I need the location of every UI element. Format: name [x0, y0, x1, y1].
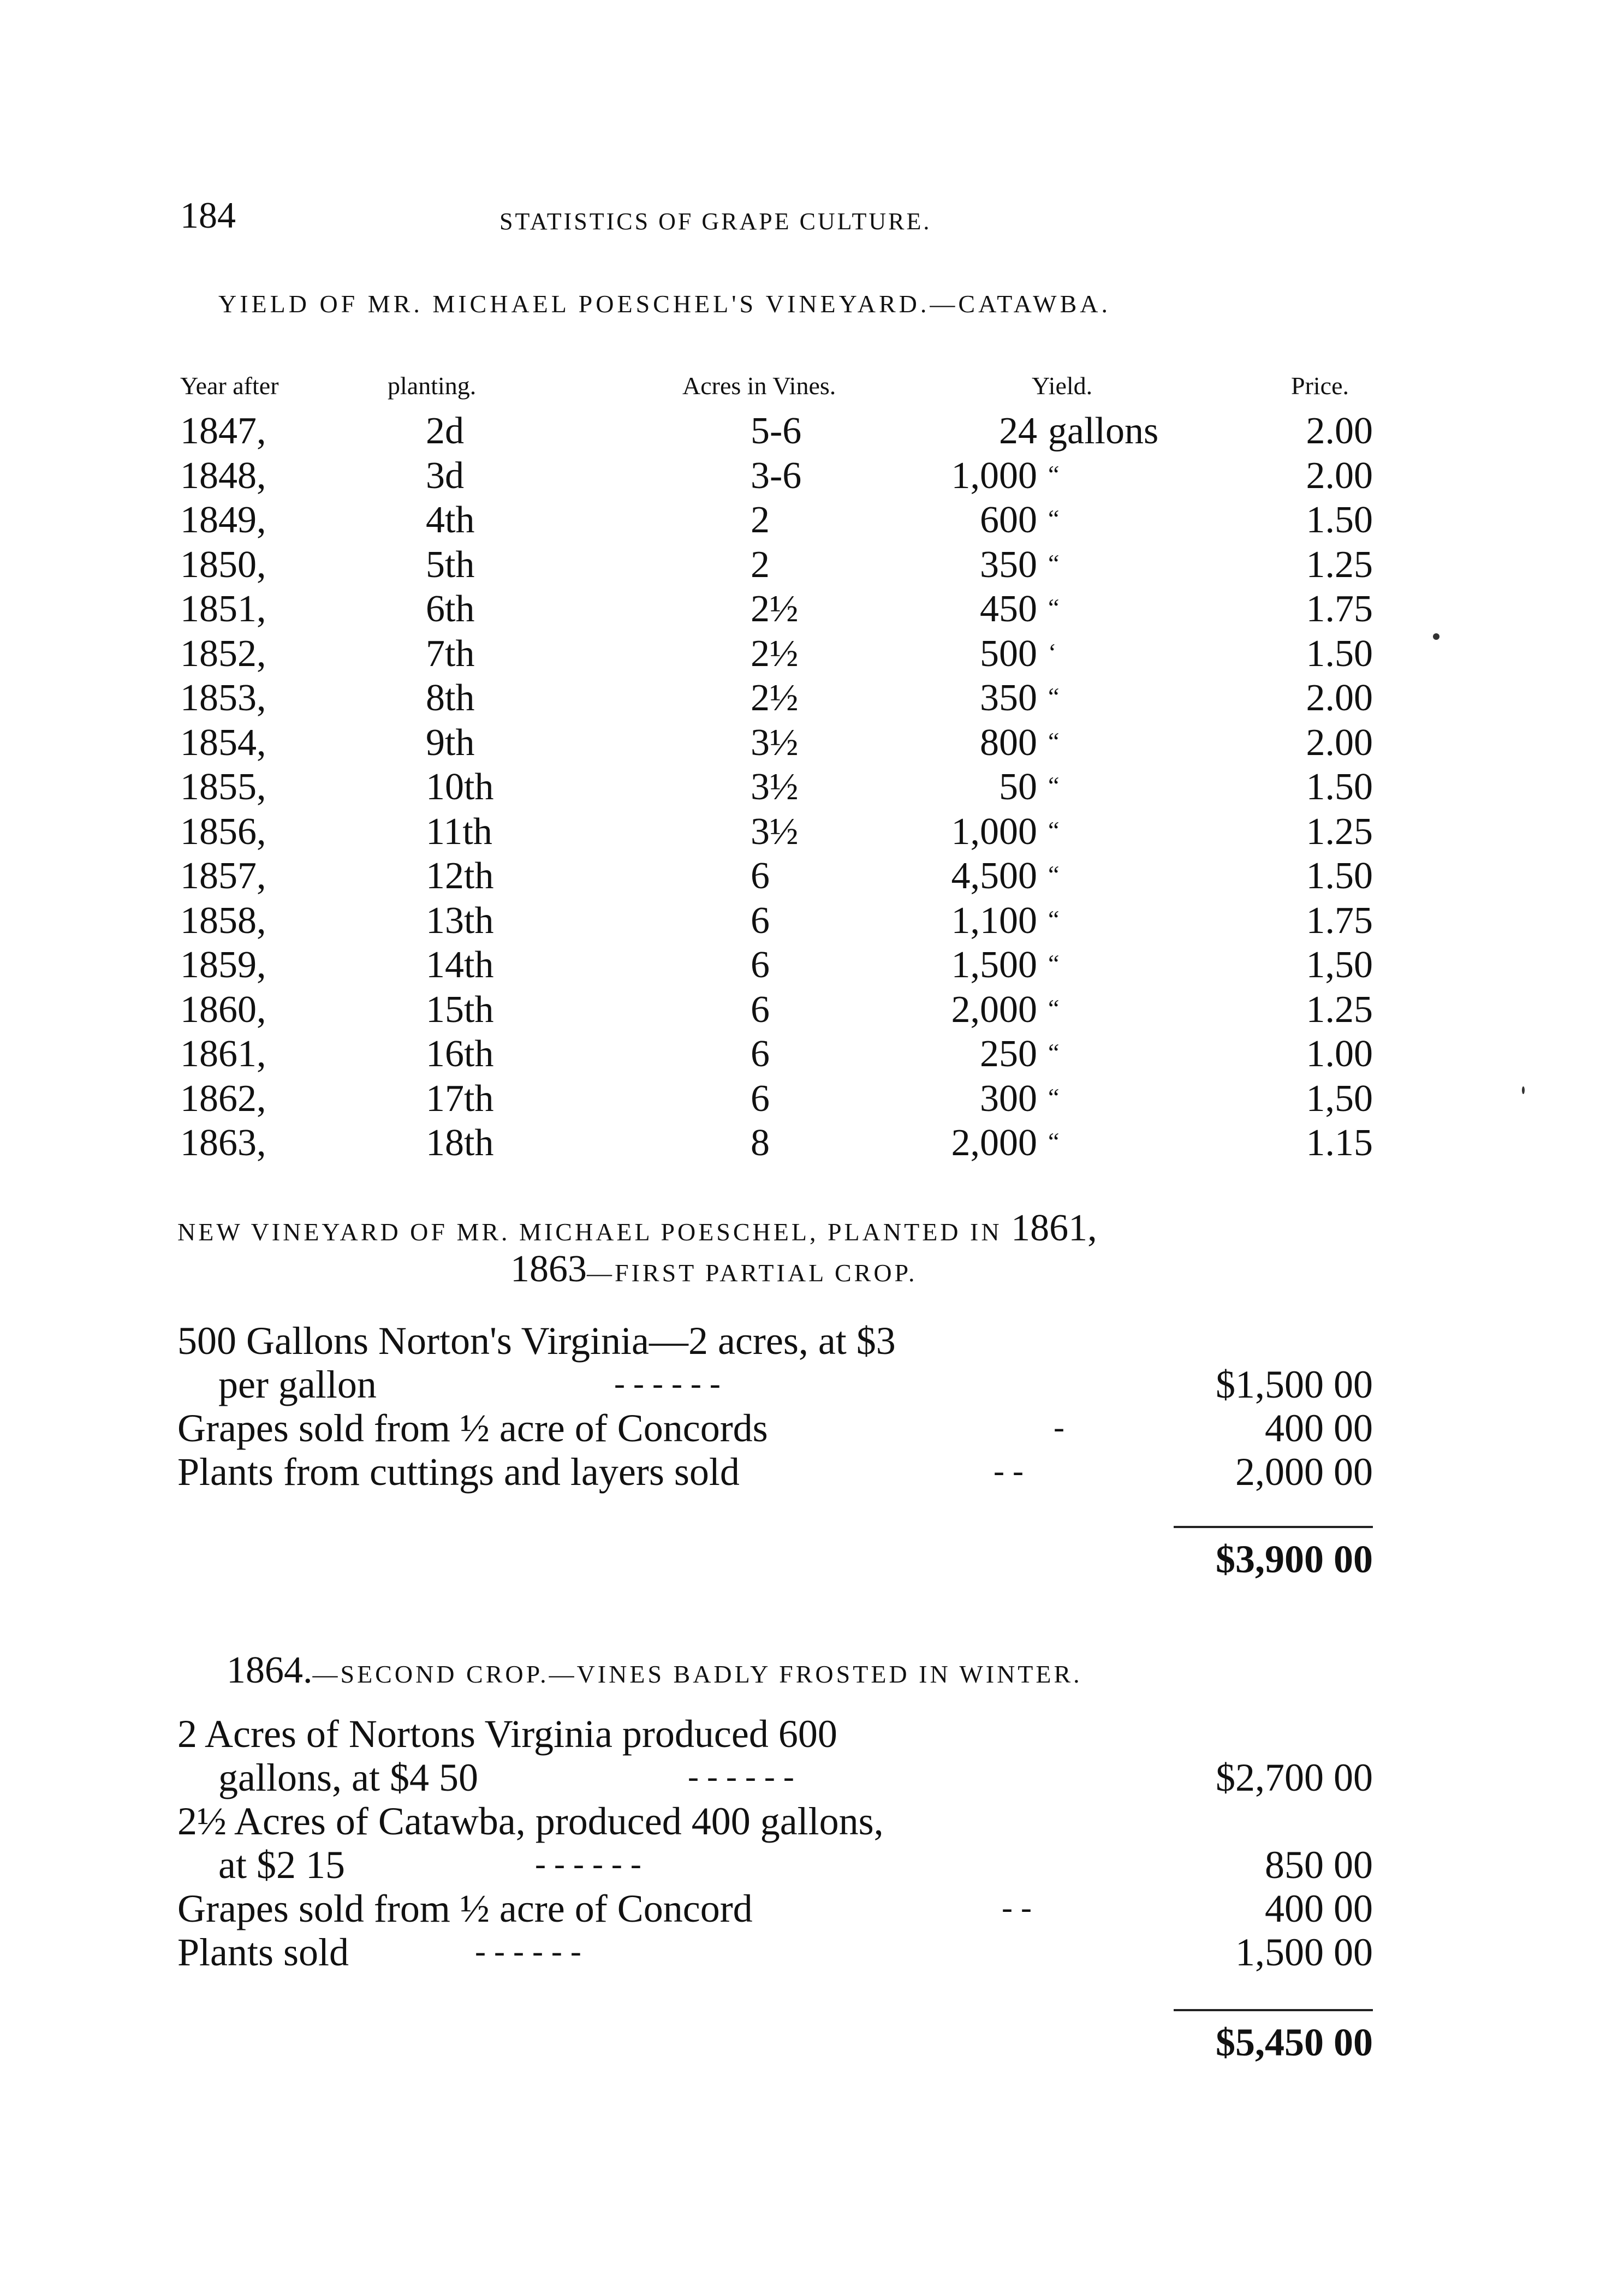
s2-total: $3,900 00 — [1216, 1537, 1373, 1581]
s3-item2-line2: at $2 15 — [218, 1843, 345, 1887]
row-acres: 2½ — [751, 677, 799, 719]
row-unit: “ — [1048, 1083, 1060, 1111]
row-acres: 3-6 — [751, 454, 802, 497]
row-price: 2.00 — [1306, 410, 1373, 452]
table-row — [0, 1121, 1624, 1165]
row-price: 2.00 — [1306, 677, 1373, 719]
row-yield: 300 — [980, 1077, 1037, 1120]
s2-item1-leader: - - - - - - — [614, 1365, 721, 1401]
row-yield: 450 — [980, 588, 1037, 630]
row-acres: 8 — [751, 1122, 770, 1164]
row-yield: 24 — [999, 410, 1037, 452]
table-row — [0, 676, 1624, 720]
row-price: 1.50 — [1306, 855, 1373, 897]
s3-total-rule — [1174, 2009, 1373, 2011]
row-acres: 3½ — [751, 810, 799, 853]
row-unit: “ — [1048, 994, 1060, 1022]
section2-subheading-text: —FIRST PARTIAL CROP. — [587, 1259, 918, 1287]
row-year: 1848, — [180, 454, 266, 497]
row-price: 1.15 — [1306, 1122, 1373, 1164]
row-year: 1854, — [180, 721, 266, 764]
s3-total: $5,450 00 — [1216, 2021, 1373, 2064]
row-planting: 11th — [426, 810, 492, 853]
row-acres: 6 — [751, 944, 770, 986]
row-planting: 8th — [426, 677, 475, 719]
row-unit: “ — [1048, 949, 1060, 977]
s2-item2-line: Grapes sold from ½ acre of Concords — [177, 1406, 768, 1450]
s3-item3-leader: - - — [1002, 1889, 1032, 1926]
row-year: 1852, — [180, 632, 266, 675]
col-head-planting: planting. — [388, 372, 477, 400]
s2-item3-amount: 2,000 00 — [1235, 1450, 1373, 1494]
row-yield: 2,000 — [951, 988, 1037, 1031]
row-acres: 3½ — [751, 721, 799, 764]
row-yield: 800 — [980, 721, 1037, 764]
table-row — [0, 854, 1624, 898]
table-row — [0, 765, 1624, 809]
row-year: 1862, — [180, 1077, 266, 1120]
row-price: 1.75 — [1306, 588, 1373, 630]
row-year: 1860, — [180, 988, 266, 1031]
row-acres: 2 — [751, 543, 770, 586]
table-row — [0, 632, 1624, 676]
row-planting: 17th — [426, 1077, 494, 1120]
row-yield: 250 — [980, 1033, 1037, 1075]
section2-heading — [177, 1207, 1097, 1250]
s3-item2-amount: 850 00 — [1265, 1843, 1373, 1887]
table-row — [0, 454, 1624, 498]
row-price: 1.25 — [1306, 543, 1373, 586]
row-unit: “ — [1048, 816, 1060, 844]
row-year: 1856, — [180, 810, 266, 853]
row-acres: 2½ — [751, 632, 799, 675]
row-year: 1858, — [180, 899, 266, 942]
col-head-acres: Acres in Vines. — [682, 372, 836, 400]
row-year: 1847, — [180, 410, 266, 452]
table-row — [0, 587, 1624, 631]
s3-item3-amount: 400 00 — [1265, 1887, 1373, 1930]
row-unit: “ — [1048, 1038, 1060, 1066]
row-acres: 3½ — [751, 766, 799, 808]
s3-item4-amount: 1,500 00 — [1235, 1930, 1373, 1974]
s2-item2-amount: 400 00 — [1265, 1406, 1373, 1450]
ink-speck — [1522, 1086, 1525, 1094]
s2-item3-leader: - - — [994, 1453, 1024, 1489]
row-planting: 14th — [426, 944, 494, 986]
ink-speck — [1433, 633, 1439, 640]
s3-item4-line: Plants sold — [177, 1930, 349, 1974]
row-unit: “ — [1048, 460, 1060, 488]
row-unit: “ — [1048, 727, 1060, 755]
row-unit: gallons — [1048, 410, 1159, 452]
s2-item1-line2: per gallon — [218, 1363, 377, 1406]
table-row — [0, 409, 1624, 453]
row-yield: 500 — [980, 632, 1037, 675]
row-acres: 6 — [751, 855, 770, 897]
row-year: 1850, — [180, 543, 266, 586]
row-planting: 9th — [426, 721, 475, 764]
running-title: STATISTICS OF GRAPE CULTURE. — [499, 208, 932, 235]
table-row — [0, 543, 1624, 587]
row-acres: 6 — [751, 988, 770, 1031]
row-planting: 10th — [426, 766, 494, 808]
row-price: 2.00 — [1306, 721, 1373, 764]
row-planting: 15th — [426, 988, 494, 1031]
row-price: 1.50 — [1306, 766, 1373, 808]
section2-subheading — [510, 1247, 918, 1291]
row-price: 1.00 — [1306, 1033, 1373, 1075]
row-planting: 2d — [426, 410, 464, 452]
row-acres: 5-6 — [751, 410, 802, 452]
row-price: 1.50 — [1306, 632, 1373, 675]
section3-heading-text: —SECOND CROP.—VINES BADLY FROSTED IN WINTER. — [312, 1660, 1082, 1688]
row-unit: “ — [1048, 504, 1060, 532]
row-acres: 6 — [751, 1033, 770, 1075]
row-price: 1.25 — [1306, 988, 1373, 1031]
row-planting: 7th — [426, 632, 475, 675]
row-price: 1.75 — [1306, 899, 1373, 942]
row-yield: 50 — [999, 766, 1037, 808]
s3-item2-line1: 2½ Acres of Catawba, produced 400 gallons, — [177, 1799, 884, 1843]
table-row — [0, 1077, 1624, 1121]
row-year: 1853, — [180, 677, 266, 719]
s3-item2-leader: - - - - - - — [535, 1846, 641, 1882]
row-year: 1861, — [180, 1033, 266, 1075]
row-planting: 12th — [426, 855, 494, 897]
section3-heading — [227, 1649, 1082, 1692]
s2-item3-line: Plants from cuttings and layers sold — [177, 1450, 740, 1494]
table-row — [0, 988, 1624, 1032]
row-acres: 6 — [751, 1077, 770, 1120]
row-planting: 13th — [426, 899, 494, 942]
table-row — [0, 810, 1624, 854]
col-head-year-after: Year after — [180, 372, 279, 400]
col-head-yield: Yield. — [1032, 372, 1093, 400]
row-unit: “ — [1048, 1127, 1060, 1155]
s3-item1-leader: - - - - - - — [688, 1758, 794, 1794]
page-number: 184 — [180, 194, 236, 236]
row-unit: “ — [1048, 549, 1060, 577]
row-year: 1863, — [180, 1122, 266, 1164]
row-yield: 1,500 — [951, 944, 1037, 986]
row-yield: 600 — [980, 499, 1037, 541]
row-yield: 350 — [980, 677, 1037, 719]
row-planting: 16th — [426, 1033, 494, 1075]
row-planting: 3d — [426, 454, 464, 497]
row-unit: ‘ — [1048, 638, 1057, 666]
row-price: 1,50 — [1306, 1077, 1373, 1120]
table-row — [0, 943, 1624, 987]
row-acres: 2 — [751, 499, 770, 541]
row-yield: 4,500 — [951, 855, 1037, 897]
row-yield: 1,000 — [951, 454, 1037, 497]
row-year: 1849, — [180, 499, 266, 541]
row-acres: 6 — [751, 899, 770, 942]
table-row — [0, 498, 1624, 542]
row-yield: 2,000 — [951, 1122, 1037, 1164]
col-head-price: Price. — [1291, 372, 1349, 400]
s2-item1-line1: 500 Gallons Norton's Virginia—2 acres, at $3 — [177, 1319, 896, 1363]
s2-item1-amount: $1,500 00 — [1216, 1363, 1373, 1406]
row-unit: “ — [1048, 593, 1060, 621]
row-price: 2.00 — [1306, 454, 1373, 497]
s2-total-rule — [1174, 1526, 1373, 1528]
row-year: 1855, — [180, 766, 266, 808]
row-planting: 5th — [426, 543, 475, 586]
row-yield: 1,000 — [951, 810, 1037, 853]
table-row — [0, 899, 1624, 943]
row-price: 1,50 — [1306, 944, 1373, 986]
table-row — [0, 721, 1624, 765]
row-planting: 6th — [426, 588, 475, 630]
s3-item3-line: Grapes sold from ½ acre of Concord — [177, 1887, 753, 1930]
row-yield: 1,100 — [951, 899, 1037, 942]
row-planting: 18th — [426, 1122, 494, 1164]
s3-item1-line1: 2 Acres of Nortons Virginia produced 600 — [177, 1712, 837, 1756]
row-unit: “ — [1048, 860, 1060, 888]
row-year: 1851, — [180, 588, 266, 630]
table-row — [0, 1032, 1624, 1076]
row-unit: “ — [1048, 771, 1060, 799]
row-price: 1.50 — [1306, 499, 1373, 541]
s3-item1-line2: gallons, at $4 50 — [218, 1756, 478, 1799]
row-unit: “ — [1048, 905, 1060, 933]
row-planting: 4th — [426, 499, 475, 541]
row-unit: “ — [1048, 682, 1060, 710]
s3-item4-leader: - - - - - - — [475, 1933, 581, 1969]
s3-item1-amount: $2,700 00 — [1216, 1756, 1373, 1799]
section2-heading-year: 1861, — [1011, 1207, 1097, 1249]
table-title: YIELD OF MR. MICHAEL POESCHEL'S VINEYARD.—CATAWBA. — [218, 290, 1111, 318]
section2-heading-text: NEW VINEYARD OF MR. MICHAEL POESCHEL, PLANTED IN — [177, 1218, 1002, 1246]
section2-subheading-year: 1863 — [510, 1248, 587, 1290]
row-year: 1859, — [180, 944, 266, 986]
row-yield: 350 — [980, 543, 1037, 586]
row-price: 1.25 — [1306, 810, 1373, 853]
section3-heading-year: 1864. — [227, 1649, 313, 1691]
row-year: 1857, — [180, 855, 266, 897]
row-acres: 2½ — [751, 588, 799, 630]
s2-item2-leader: - — [1054, 1409, 1064, 1445]
